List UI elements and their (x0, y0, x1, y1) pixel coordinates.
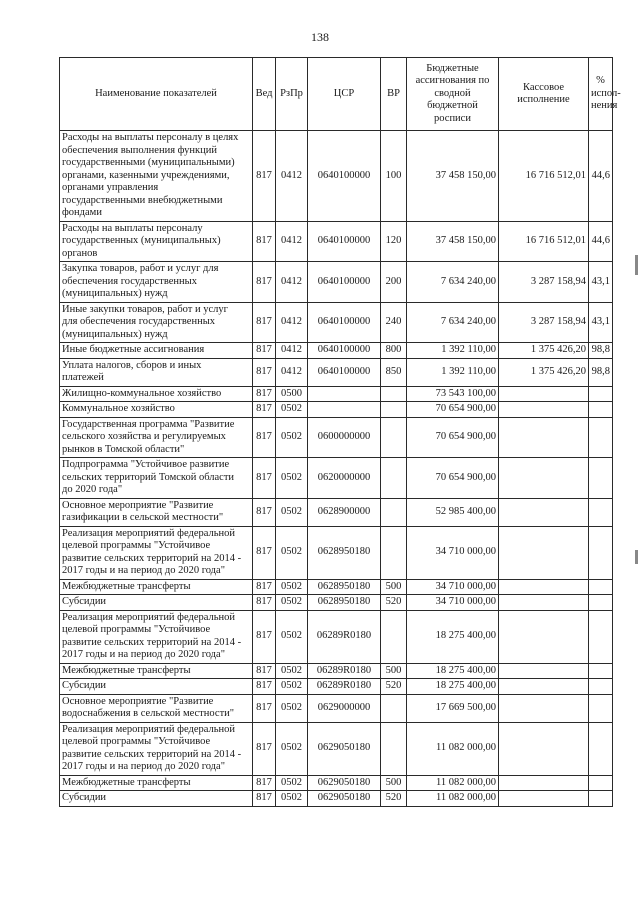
row-name-line: Расходы на выплаты персоналу в целях (62, 132, 239, 143)
row-name-line: развитие сельских территорий на 2014 - (62, 552, 242, 564)
row-vr-cell (381, 722, 407, 775)
row-name-line: обеспечения государственных (62, 275, 197, 287)
scan-edge-mark (635, 255, 638, 275)
table-row (60, 498, 613, 526)
table-row (60, 679, 613, 695)
row-csr-cell: 0640100000 (308, 221, 381, 262)
row-pct-cell: 98,8 (589, 358, 613, 386)
row-pct-cell (589, 386, 613, 402)
row-vr-cell: 500 (381, 775, 407, 791)
row-vr-cell (381, 526, 407, 579)
header-assign-line: ассигнования по (415, 75, 490, 87)
row-cash-cell (499, 402, 589, 418)
row-csr-cell: 0628900000 (308, 498, 381, 526)
row-vr-cell: 200 (381, 262, 407, 303)
row-name-line: Государственная программа "Развитие (62, 418, 235, 430)
row-rzpr-cell: 0502 (276, 663, 308, 679)
row-assign-cell: 34 710 000,00 (407, 595, 499, 611)
row-name-line: Основное мероприятие "Развитие (62, 695, 214, 707)
row-ved-cell: 817 (253, 131, 276, 222)
row-csr-cell (308, 386, 381, 402)
row-name-line: развитие сельских территорий на 2014 - (62, 748, 242, 760)
row-ved-cell: 817 (253, 343, 276, 359)
row-name-line: целевой программы "Устойчивое (62, 624, 211, 635)
row-cash-cell (499, 579, 589, 595)
row-rzpr-cell: 0412 (276, 343, 308, 359)
row-ved-cell: 817 (253, 694, 276, 722)
row-assign-cell: 52 985 400,00 (407, 498, 499, 526)
row-name-line: сельского хозяйства и регулируемых (62, 431, 226, 442)
row-ved-cell: 817 (253, 722, 276, 775)
row-ved-cell: 817 (253, 775, 276, 791)
row-name-line: 2017 годы и на период до 2020 года" (62, 565, 225, 576)
row-name-line: Основное мероприятие "Развитие (62, 499, 214, 511)
row-ved-cell: 817 (253, 458, 276, 499)
header-csr: ЦСР (308, 58, 381, 131)
row-pct-cell: 98,8 (589, 343, 613, 359)
row-name-line: фондами (62, 207, 102, 218)
row-name-line: Уплата налогов, сборов и иных (62, 359, 202, 371)
row-name-line: Иные бюджетные ассигнования (62, 344, 205, 355)
header-cash-line: Кассовое (522, 81, 565, 93)
row-assign-cell: 70 654 900,00 (407, 458, 499, 499)
row-csr-cell: 06289R0180 (308, 679, 381, 695)
row-pct-cell (589, 722, 613, 775)
row-name-line: Закупка товаров, работ и услуг для (62, 263, 219, 274)
row-csr-cell: 0640100000 (308, 262, 381, 303)
row-cash-cell: 1 375 426,20 (499, 343, 589, 359)
row-assign-cell: 17 669 500,00 (407, 694, 499, 722)
row-pct-cell (589, 458, 613, 499)
table-row (60, 343, 613, 359)
row-pct-cell: 43,1 (589, 302, 613, 343)
row-cash-cell (499, 791, 589, 807)
row-name-cell (60, 386, 253, 402)
row-csr-cell: 0628950180 (308, 595, 381, 611)
row-name-cell (60, 262, 253, 303)
row-csr-cell: 0629000000 (308, 694, 381, 722)
row-name-line: Межбюджетные трансферты (62, 776, 191, 788)
row-rzpr-cell: 0502 (276, 791, 308, 807)
row-rzpr-cell: 0502 (276, 694, 308, 722)
header-pct (589, 58, 621, 131)
row-vr-cell: 500 (381, 579, 407, 595)
row-vr-cell (381, 694, 407, 722)
row-rzpr-cell: 0502 (276, 498, 308, 526)
row-assign-cell: 18 275 400,00 (407, 663, 499, 679)
table-row (60, 221, 613, 262)
row-cash-cell (499, 595, 589, 611)
row-ved-cell: 817 (253, 679, 276, 695)
row-name-line: государственными (муниципальными) (62, 157, 235, 168)
row-rzpr-cell: 0502 (276, 679, 308, 695)
row-name-cell (60, 526, 253, 579)
header-cash-line: исполнение (517, 94, 570, 105)
row-vr-cell: 240 (381, 302, 407, 343)
row-name-line: Иные закупки товаров, работ и услуг (62, 303, 228, 315)
row-csr-cell: 06289R0180 (308, 610, 381, 663)
row-name-line: сельских территорий Томской области (62, 471, 235, 483)
row-vr-cell: 520 (381, 679, 407, 695)
row-vr-cell: 120 (381, 221, 407, 262)
row-name-cell (60, 595, 253, 611)
row-pct-cell (589, 526, 613, 579)
row-ved-cell: 817 (253, 262, 276, 303)
row-vr-cell: 850 (381, 358, 407, 386)
row-csr-cell: 0629050180 (308, 775, 381, 791)
row-assign-cell: 37 458 150,00 (407, 221, 499, 262)
row-assign-cell: 18 275 400,00 (407, 679, 499, 695)
row-ved-cell: 817 (253, 663, 276, 679)
row-cash-cell (499, 526, 589, 579)
row-pct-cell (589, 579, 613, 595)
row-name-cell (60, 722, 253, 775)
row-cash-cell (499, 498, 589, 526)
row-csr-cell: 0628950180 (308, 526, 381, 579)
row-ved-cell: 817 (253, 610, 276, 663)
row-name-line: Субсидии (62, 792, 107, 803)
row-name-line: государственных (муниципальных) (62, 235, 221, 246)
row-name-cell (60, 402, 253, 418)
row-assign-cell: 7 634 240,00 (407, 262, 499, 303)
row-ved-cell: 817 (253, 358, 276, 386)
row-ved-cell: 817 (253, 579, 276, 595)
row-ved-cell: 817 (253, 402, 276, 418)
row-cash-cell (499, 417, 589, 458)
row-rzpr-cell: 0502 (276, 722, 308, 775)
row-assign-cell: 7 634 240,00 (407, 302, 499, 343)
budget-table (59, 57, 621, 807)
row-name-line: Реализация мероприятий федеральной (62, 611, 236, 623)
row-cash-cell (499, 663, 589, 679)
row-ved-cell: 817 (253, 791, 276, 807)
header-assign-line: Бюджетные (426, 62, 479, 74)
table-row (60, 402, 613, 418)
row-ved-cell: 817 (253, 526, 276, 579)
row-pct-cell: 44,6 (589, 131, 613, 222)
row-vr-cell: 520 (381, 791, 407, 807)
row-csr-cell: 0640100000 (308, 343, 381, 359)
row-name-line: Реализация мероприятий федеральной (62, 723, 236, 735)
row-rzpr-cell: 0502 (276, 579, 308, 595)
row-cash-cell (499, 386, 589, 402)
row-name-line: обеспечения выполнения функций (62, 144, 218, 156)
row-cash-cell: 3 287 158,94 (499, 262, 589, 303)
row-vr-cell (381, 386, 407, 402)
row-name-line: водоснабжения в сельской местности" (62, 708, 235, 719)
row-pct-cell (589, 402, 613, 418)
row-rzpr-cell: 0412 (276, 358, 308, 386)
row-name-line: рынков в Томской области" (62, 443, 185, 455)
scan-edge-mark (635, 550, 638, 564)
row-csr-cell: 0629050180 (308, 791, 381, 807)
row-name-line: Субсидии (62, 596, 107, 607)
table-row (60, 358, 613, 386)
row-name-cell (60, 679, 253, 695)
row-name-line: Подпрограмма "Устойчивое развитие (62, 459, 230, 470)
row-name-line: Расходы на выплаты персоналу (62, 222, 203, 234)
table-row (60, 386, 613, 402)
row-rzpr-cell: 0502 (276, 775, 308, 791)
row-pct-cell (589, 679, 613, 695)
table-row (60, 262, 613, 303)
row-ved-cell: 817 (253, 498, 276, 526)
row-pct-cell (589, 775, 613, 791)
row-ved-cell: 817 (253, 386, 276, 402)
row-csr-cell: 06289R0180 (308, 663, 381, 679)
row-name-cell (60, 343, 253, 359)
table-body (60, 131, 613, 807)
row-vr-cell (381, 417, 407, 458)
row-name-line: органами, казенными учреждениями, (62, 169, 230, 181)
table-row (60, 131, 613, 222)
table-row (60, 595, 613, 611)
table-row (60, 775, 613, 791)
header-pct-line: испол- (591, 87, 621, 99)
row-name-cell (60, 610, 253, 663)
row-name-line: 2017 годы и на период до 2020 года" (62, 649, 225, 660)
row-pct-cell (589, 595, 613, 611)
row-csr-cell: 0640100000 (308, 302, 381, 343)
row-name-line: государственными внебюджетными (62, 194, 223, 206)
header-assign-line: сводной (434, 87, 471, 99)
row-name-line: платежей (62, 372, 104, 383)
row-cash-cell: 16 716 512,01 (499, 221, 589, 262)
table-row (60, 610, 613, 663)
row-assign-cell: 18 275 400,00 (407, 610, 499, 663)
row-pct-cell (589, 791, 613, 807)
row-rzpr-cell: 0412 (276, 262, 308, 303)
row-cash-cell (499, 722, 589, 775)
row-name-cell (60, 663, 253, 679)
row-name-line: Межбюджетные трансферты (62, 664, 191, 676)
row-rzpr-cell: 0412 (276, 221, 308, 262)
row-assign-cell: 1 392 110,00 (407, 343, 499, 359)
row-assign-cell: 70 654 900,00 (407, 417, 499, 458)
row-ved-cell: 817 (253, 302, 276, 343)
row-vr-cell: 500 (381, 663, 407, 679)
row-pct-cell (589, 694, 613, 722)
row-vr-cell (381, 610, 407, 663)
row-cash-cell (499, 775, 589, 791)
row-name-line: органов (62, 247, 98, 259)
row-rzpr-cell: 0500 (276, 386, 308, 402)
row-name-line: 2017 годы и на период до 2020 года" (62, 761, 225, 772)
table-row (60, 302, 613, 343)
row-csr-cell: 0640100000 (308, 131, 381, 222)
table-row (60, 663, 613, 679)
table-row (60, 458, 613, 499)
row-name-line: до 2020 года" (62, 484, 123, 495)
row-cash-cell (499, 458, 589, 499)
row-vr-cell (381, 498, 407, 526)
header-name: Наименование показателей (60, 58, 253, 131)
row-cash-cell (499, 694, 589, 722)
row-cash-cell: 1 375 426,20 (499, 358, 589, 386)
row-name-line: (муниципальных) нужд (62, 288, 168, 299)
row-name-cell (60, 302, 253, 343)
row-name-line: газификации в сельской местности" (62, 512, 224, 523)
header-rzpr: РзПр (276, 58, 308, 131)
row-name-line: органами управления (62, 182, 159, 193)
row-cash-cell (499, 679, 589, 695)
row-vr-cell: 100 (381, 131, 407, 222)
row-assign-cell: 70 654 900,00 (407, 402, 499, 418)
row-rzpr-cell: 0502 (276, 610, 308, 663)
row-csr-cell (308, 402, 381, 418)
row-name-line: Межбюджетные трансферты (62, 580, 191, 592)
row-rzpr-cell: 0412 (276, 131, 308, 222)
row-name-line: Реализация мероприятий федеральной (62, 527, 236, 539)
header-ved: Вед (253, 58, 276, 131)
row-csr-cell: 0620000000 (308, 458, 381, 499)
row-rzpr-cell: 0502 (276, 458, 308, 499)
table-row (60, 417, 613, 458)
row-name-line: для обеспечения государственных (62, 316, 215, 327)
row-rzpr-cell: 0502 (276, 526, 308, 579)
row-assign-cell: 37 458 150,00 (407, 131, 499, 222)
row-name-cell (60, 775, 253, 791)
table-row (60, 791, 613, 807)
row-vr-cell: 800 (381, 343, 407, 359)
table-row (60, 526, 613, 579)
row-name-line: развитие сельских территорий на 2014 - (62, 636, 242, 648)
row-rzpr-cell: 0502 (276, 402, 308, 418)
row-vr-cell (381, 402, 407, 418)
row-ved-cell: 817 (253, 221, 276, 262)
row-name-line: целевой программы "Устойчивое (62, 540, 211, 551)
row-name-cell (60, 417, 253, 458)
row-csr-cell: 0640100000 (308, 358, 381, 386)
table-row (60, 694, 613, 722)
row-pct-cell: 43,1 (589, 262, 613, 303)
row-cash-cell (499, 610, 589, 663)
row-vr-cell: 520 (381, 595, 407, 611)
header-assign-line: бюджетной (427, 100, 478, 112)
row-pct-cell (589, 663, 613, 679)
row-csr-cell: 0629050180 (308, 722, 381, 775)
row-pct-cell (589, 610, 613, 663)
row-name-cell (60, 221, 253, 262)
row-assign-cell: 11 082 000,00 (407, 791, 499, 807)
page-number: 138 (311, 30, 329, 44)
row-assign-cell: 11 082 000,00 (407, 775, 499, 791)
row-csr-cell: 0628950180 (308, 579, 381, 595)
row-assign-cell: 34 710 000,00 (407, 579, 499, 595)
row-name-cell (60, 579, 253, 595)
table-row (60, 722, 613, 775)
row-name-cell (60, 791, 253, 807)
row-name-line: Субсидии (62, 680, 107, 691)
row-assign-cell: 34 710 000,00 (407, 526, 499, 579)
header-vr: ВР (381, 58, 407, 131)
header-pct-line: нения (591, 100, 618, 112)
row-pct-cell: 44,6 (589, 221, 613, 262)
row-rzpr-cell: 0502 (276, 595, 308, 611)
row-ved-cell: 817 (253, 595, 276, 611)
row-pct-cell (589, 417, 613, 458)
row-name-line: (муниципальных) нужд (62, 328, 168, 340)
header-assign (407, 58, 499, 131)
row-name-cell (60, 458, 253, 499)
header-cash (499, 58, 589, 131)
row-ved-cell: 817 (253, 417, 276, 458)
row-assign-cell: 1 392 110,00 (407, 358, 499, 386)
row-cash-cell: 16 716 512,01 (499, 131, 589, 222)
row-name-cell (60, 694, 253, 722)
row-cash-cell: 3 287 158,94 (499, 302, 589, 343)
row-name-cell (60, 498, 253, 526)
row-name-cell (60, 358, 253, 386)
row-name-cell (60, 131, 253, 222)
row-pct-cell (589, 498, 613, 526)
row-assign-cell: 11 082 000,00 (407, 722, 499, 775)
table-row (60, 579, 613, 595)
header-assign-line: росписи (434, 112, 471, 124)
row-csr-cell: 0600000000 (308, 417, 381, 458)
row-name-line: Коммунальное хозяйство (62, 403, 175, 414)
table-header-row (60, 58, 613, 131)
row-name-line: целевой программы "Устойчивое (62, 736, 211, 747)
header-pct-line: % (596, 75, 605, 87)
row-vr-cell (381, 458, 407, 499)
row-rzpr-cell: 0502 (276, 417, 308, 458)
row-assign-cell: 73 543 100,00 (407, 386, 499, 402)
row-name-line: Жилищно-коммунальное хозяйство (62, 387, 222, 399)
row-rzpr-cell: 0412 (276, 302, 308, 343)
